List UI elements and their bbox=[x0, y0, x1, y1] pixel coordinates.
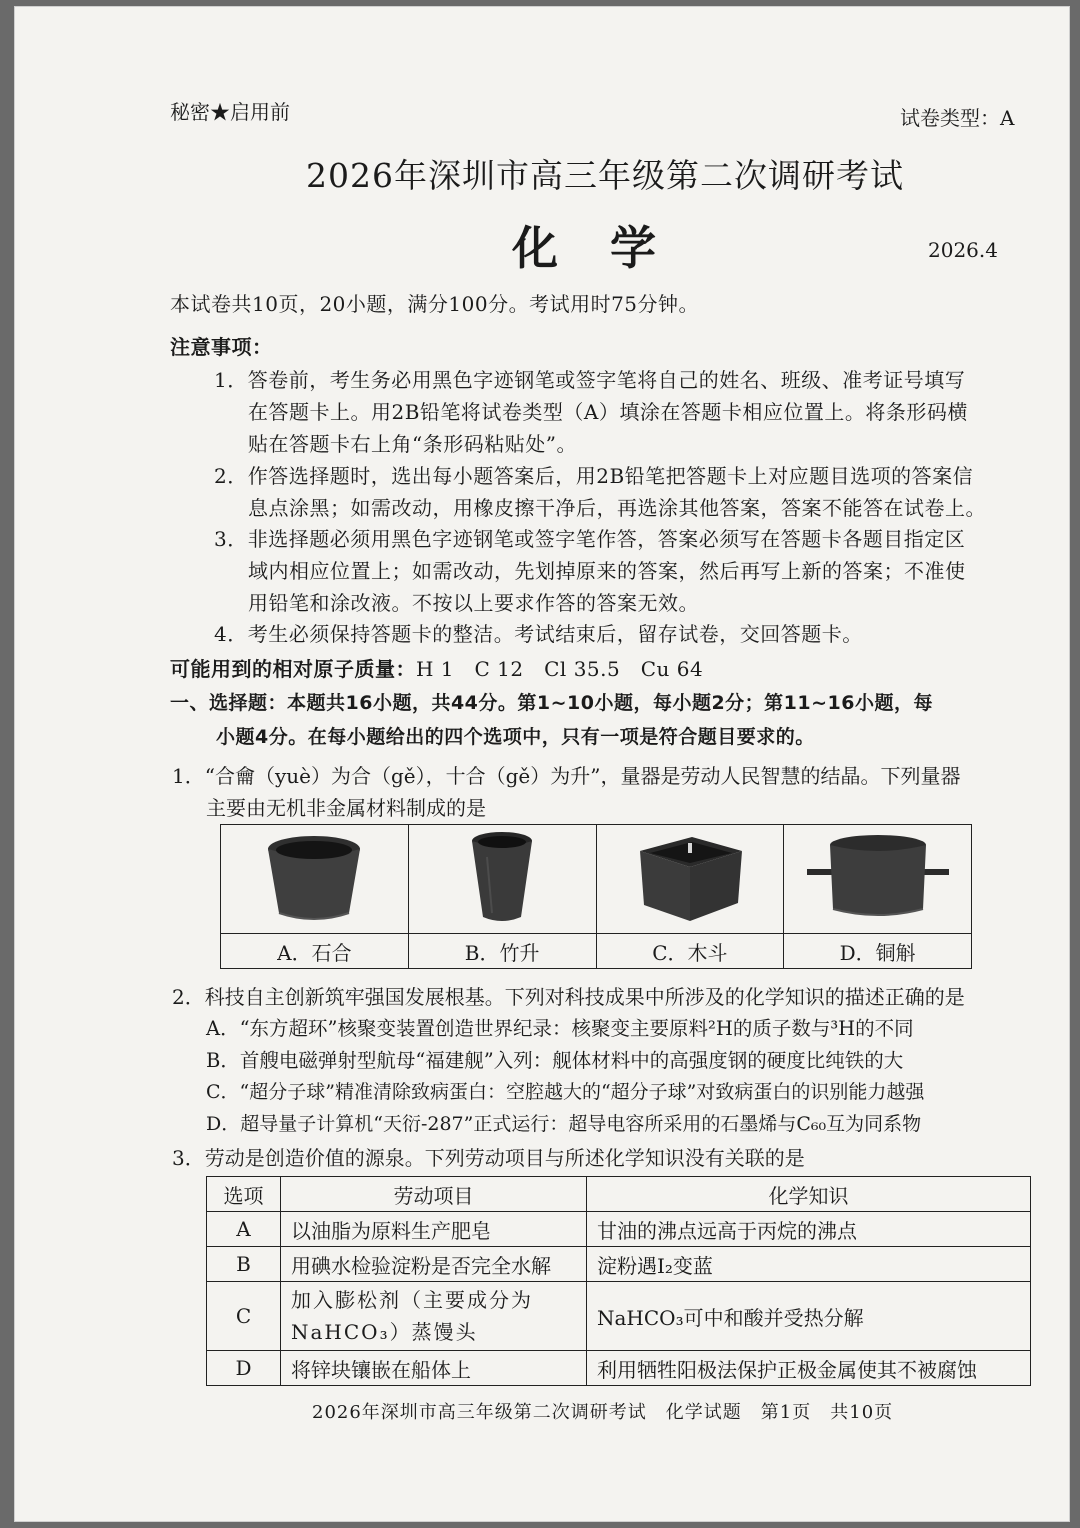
q3-row-labor: 以油脂为原料生产肥皂 bbox=[281, 1212, 587, 1247]
q2-stem: 2．科技自主创新筑牢强国发展根基。下列对科技成果中所涉及的化学知识的描述正确的是 bbox=[172, 985, 965, 1009]
q3-row-option: C bbox=[207, 1282, 281, 1351]
atomic-mass-values: H 1 C 12 Cl 35.5 Cu 64 bbox=[416, 657, 704, 681]
section1-line: 一、选择题：本题共16小题，共44分。第1~10小题，每小题2分；第11~16小题，每 bbox=[170, 692, 933, 714]
q2-option-a: A．“东方超环”核聚变装置创造世界纪录：核聚变主要原料²H的质子数与³H的不同 bbox=[206, 1017, 914, 1040]
q1-image-a bbox=[221, 825, 409, 934]
q3-row-knowledge: 甘油的沸点远高于丙烷的沸点 bbox=[587, 1212, 1031, 1247]
stone-measure-image bbox=[259, 829, 369, 925]
page-footer: 2026年深圳市高三年级第二次调研考试 化学试题 第1页 共10页 bbox=[312, 1402, 894, 1423]
q1-image-d bbox=[784, 825, 972, 934]
q1-image-c bbox=[596, 825, 784, 934]
notice-line: 贴在答题卡右上角“条形码粘贴处”。 bbox=[248, 432, 577, 456]
q2-option-b: B．首艘电磁弹射型航母“福建舰”入列：舰体材料中的高强度钢的硬度比纯铁的大 bbox=[206, 1049, 904, 1072]
q1-stem: 1．“合龠（yuè）为合（gě），十合（gě）为升”，量器是劳动人民智慧的结晶。下列量器 bbox=[172, 764, 961, 788]
q3-header-option: 选项 bbox=[207, 1177, 281, 1212]
q3-row-option: D bbox=[207, 1351, 281, 1386]
notice-line: 4．考生必须保持答题卡的整洁。考试结束后，留存试卷，交回答题卡。 bbox=[214, 622, 863, 646]
q2-option-d: D．超导量子计算机“天衍-287”正式运行：超导电容所采用的石墨烯与C₆₀互为同系物 bbox=[206, 1113, 922, 1135]
q3-row-option: B bbox=[207, 1247, 281, 1282]
q3-table bbox=[206, 1176, 1031, 1386]
q1-option-b: B．竹升 bbox=[408, 934, 596, 969]
exam-date: 2026.4 bbox=[928, 238, 998, 262]
atomic-mass-label: 可能用到的相对原子质量： bbox=[170, 657, 416, 681]
table-row bbox=[207, 1351, 1031, 1386]
notice-line: 域内相应位置上；如需改动，先划掉原来的答案，然后再写上新的答案；不准使 bbox=[248, 559, 966, 583]
q1-image-b bbox=[408, 825, 596, 934]
q3-row-knowledge: 利用牺牲阳极法保护正极金属使其不被腐蚀 bbox=[587, 1351, 1031, 1386]
q3-header-knowledge: 化学知识 bbox=[587, 1177, 1031, 1212]
q3-row-option: A bbox=[207, 1212, 281, 1247]
section1-line: 小题4分。在每小题给出的四个选项中，只有一项是符合题目要求的。 bbox=[216, 726, 815, 748]
subject-title: 化学 bbox=[512, 221, 708, 275]
q3-row-labor: 将锌块镶嵌在船体上 bbox=[281, 1351, 587, 1386]
table-row bbox=[207, 1282, 1031, 1351]
q3-row-labor: 加入膨松剂（主要成分为NaHCO₃）蒸馒头 bbox=[281, 1282, 587, 1351]
q2-option-c: C．“超分子球”精准清除致病蛋白：空腔越大的“超分子球”对致病蛋白的识别能力越强 bbox=[206, 1081, 925, 1103]
wooden-measure-image bbox=[630, 829, 750, 925]
table-row bbox=[207, 1212, 1031, 1247]
q3-row-labor: 用碘水检验淀粉是否完全水解 bbox=[281, 1247, 587, 1282]
q1-options-table bbox=[220, 824, 972, 969]
atomic-mass-line bbox=[170, 653, 703, 682]
notice-line: 1．答卷前，考生务必用黑色字迹钢笔或签字笔将自己的姓名、班级、准考证号填写 bbox=[214, 368, 966, 392]
q3-header-labor: 劳动项目 bbox=[281, 1177, 587, 1212]
q1-option-a: A．石合 bbox=[221, 934, 409, 969]
q3-row-knowledge: NaHCO₃可中和酸并受热分解 bbox=[587, 1282, 1031, 1351]
notice-heading: 注意事项： bbox=[170, 335, 273, 359]
notice-line: 3．非选择题必须用黑色字迹钢笔或签字笔作答，答案必须写在答题卡各题目指定区 bbox=[214, 527, 966, 551]
bamboo-measure-image bbox=[457, 827, 547, 927]
q3-row-knowledge: 淀粉遇I₂变蓝 bbox=[587, 1247, 1031, 1282]
intro-text: 本试卷共10页，20小题，满分100分。考试用时75分钟。 bbox=[170, 292, 700, 316]
secret-label: 秘密★启用前 bbox=[170, 100, 290, 124]
notice-line: 用铅笔和涂改液。不按以上要求作答的答案无效。 bbox=[248, 591, 699, 615]
paper-type-label: 试卷类型：A bbox=[900, 106, 1015, 130]
q1-option-c: C．木斗 bbox=[596, 934, 784, 969]
bronze-measure-image bbox=[803, 829, 953, 925]
q3-header-row bbox=[207, 1177, 1031, 1212]
notice-line: 息点涂黑；如需改动，用橡皮擦干净后，再选涂其他答案，答案不能答在试卷上。 bbox=[248, 496, 986, 520]
exam-title: 2026年深圳市高三年级第二次调研考试 bbox=[306, 156, 904, 195]
q3-stem: 3．劳动是创造价值的源泉。下列劳动项目与所述化学知识没有关联的是 bbox=[172, 1146, 805, 1170]
table-row bbox=[207, 1247, 1031, 1282]
notice-line: 在答题卡上。用2B铅笔将试卷类型（A）填涂在答题卡相应位置上。将条形码横 bbox=[248, 400, 968, 424]
q1-option-d: D．铜斛 bbox=[784, 934, 972, 969]
q1-stem: 主要由无机非金属材料制成的是 bbox=[206, 796, 486, 820]
notice-line: 2．作答选择题时，选出每小题答案后，用2B铅笔把答题卡上对应题目选项的答案信 bbox=[214, 464, 974, 488]
